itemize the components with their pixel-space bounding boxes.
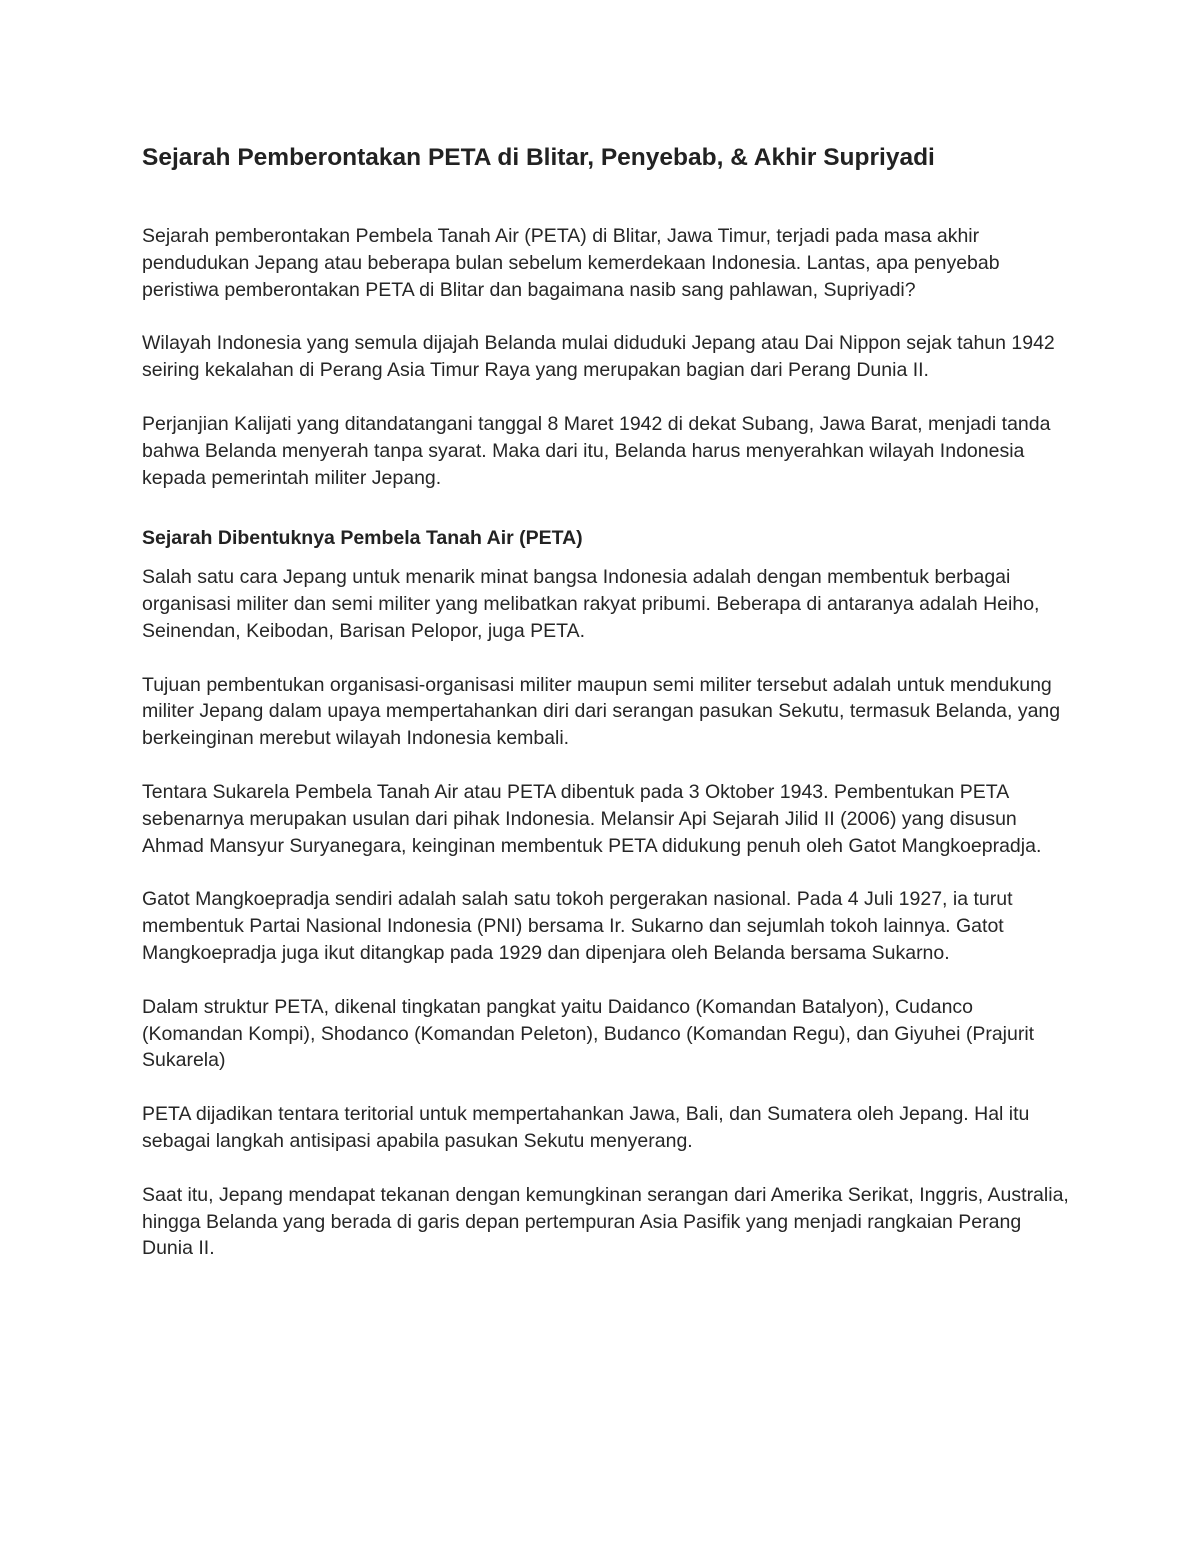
intro-paragraph: Sejarah pemberontakan Pembela Tanah Air (PETA) di Blitar, Jawa Timur, terjadi pada masa akhir pendudukan Jepang atau beberapa bulan sebelum kemerdekaan Indonesia. Lantas, apa penyebab peristiwa pemberontakan PETA di Blitar dan bagaimana nasib sang pahlawan, Supriyadi? xyxy=(142,225,1000,301)
section-paragraph: Salah satu cara Jepang untuk menarik minat bangsa Indonesia adalah dengan membentuk berbagai organisasi militer dan semi militer yang melibatkan rakyat pribumi. Beberapa di antaranya adalah Heiho, Seinendan, Keibodan, Barisan Pelopor, juga PETA. xyxy=(142,566,1040,642)
intro-paragraph: Wilayah Indonesia yang semula dijajah Belanda mulai diduduki Jepang atau Dai Nippon sejak tahun 1942 seiring kekalahan di Perang Asia Timur Raya yang merupakan bagian dari Perang Dunia II. xyxy=(142,332,1055,382)
section-paragraph: Gatot Mangkoepradja sendiri adalah salah satu tokoh pergerakan nasional. Pada 4 Juli 1927, ia turut membentuk Partai Nasional Indonesia (PNI) bersama Ir. Sukarno dan sejumlah tokoh lainnya. Gatot Mangkoepradja juga ikut ditangkap pada 1929 dan dipenjara oleh Belanda bersama Sukarno. xyxy=(142,888,1013,964)
document-title: Sejarah Pemberontakan PETA di Blitar, Penyebab, & Akhir Supriyadi xyxy=(142,144,935,171)
section-paragraph: Tentara Sukarela Pembela Tanah Air atau PETA dibentuk pada 3 Oktober 1943. Pembentukan PETA sebenarnya merupakan usulan dari pihak Indonesia. Melansir Api Sejarah Jilid II (2006) yang disusun Ahmad Mansyur Suryanegara, keinginan membentuk PETA didukung penuh oleh Gatot Mangkoepradja. xyxy=(142,780,1042,857)
document-page xyxy=(142,141,1077,1262)
intro-paragraph: Perjanjian Kalijati yang ditandatangani tanggal 8 Maret 1942 di dekat Subang, Jawa Barat, menjadi tanda bahwa Belanda menyerah tanpa syarat. Maka dari itu, Belanda harus menyerahkan wilayah Indonesia kepada pemerintah militer Jepang. xyxy=(142,412,1051,489)
section-heading: Sejarah Dibentuknya Pembela Tanah Air (PETA) xyxy=(142,527,583,550)
section-paragraph: Dalam struktur PETA, dikenal tingkatan pangkat yaitu Daidanco (Komandan Batalyon), Cudanco (Komandan Kompi), Shodanco (Komandan Peleton), Budanco (Komandan Regu), dan Giyuhei (Prajurit Sukarela) xyxy=(142,995,1035,1072)
section-paragraph: Tujuan pembentukan organisasi-organisasi militer maupun semi militer tersebut adalah untuk mendukung militer Jepang dalam upaya mempertahankan diri dari serangan pasukan Sekutu, termasuk Belanda, yang berkeinginan merebut wilayah Indonesia kembali. xyxy=(142,673,1061,750)
section-paragraph: Saat itu, Jepang mendapat tekanan dengan kemungkinan serangan dari Amerika Serikat, Inggris, Australia, hingga Belanda yang berada di garis depan pertempuran Asia Pasifik yang menjadi rangkaian Perang Dunia II. xyxy=(142,1183,1069,1260)
section-paragraph: PETA dijadikan tentara teritorial untuk mempertahankan Jawa, Bali, dan Sumatera oleh Jepang. Hal itu sebagai langkah antisipasi apabila pasukan Sekutu menyerang. xyxy=(142,1103,1030,1152)
